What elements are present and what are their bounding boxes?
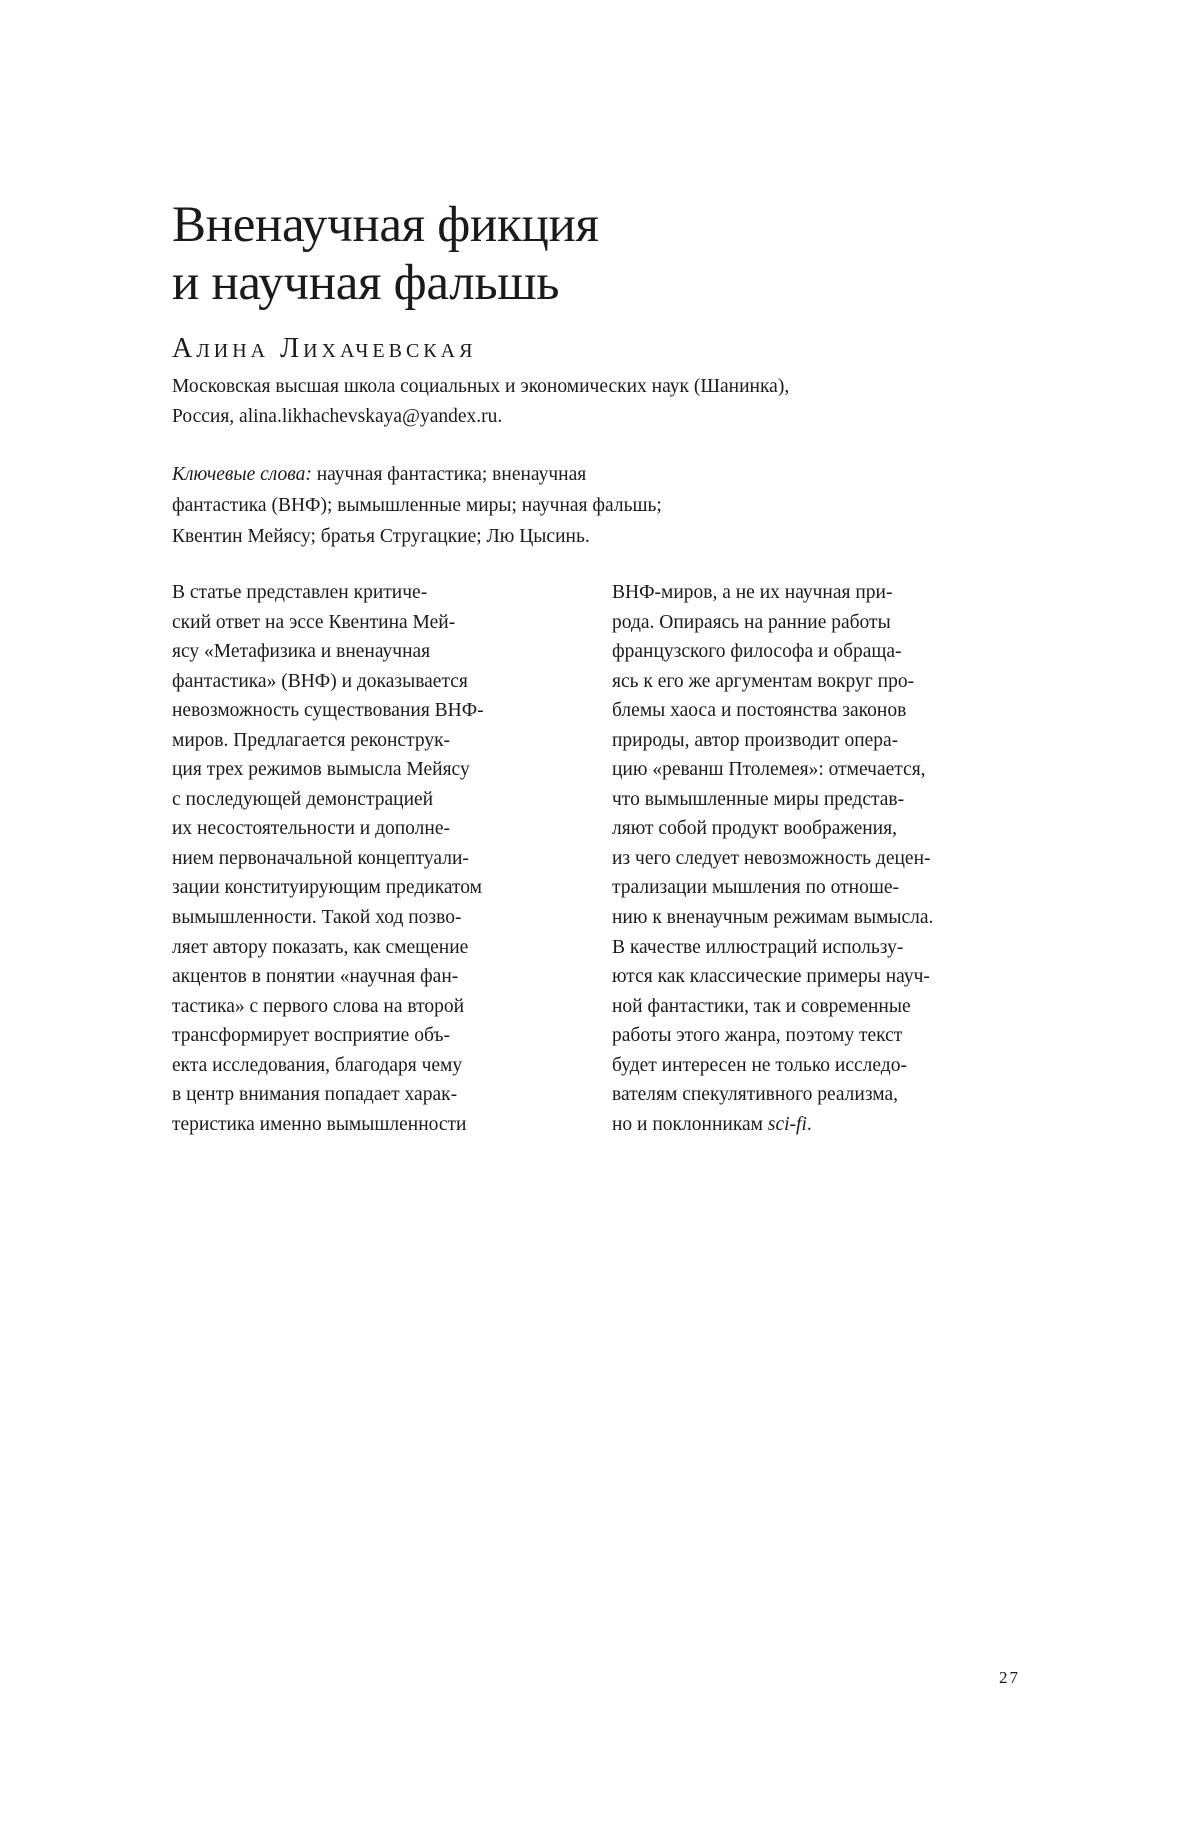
abstract-line: из чего следует невозможность децен- <box>612 847 931 869</box>
affiliation-line-1: Московская высшая школа социальных и экономических наук (Шанинка), <box>172 376 790 397</box>
keywords-block <box>172 459 1072 552</box>
keywords-line-2: фантастика (ВНФ); вымышленные миры; научная фальшь; <box>172 495 662 516</box>
abstract-line: невозможность существования ВНФ- <box>172 700 484 722</box>
abstract-line: ляет автору показать, как смещение <box>172 936 469 958</box>
abstract-line: екта исследования, благодаря чему <box>172 1054 463 1076</box>
abstract-line: рода. Опираясь на ранние работы <box>612 611 891 633</box>
abstract-line: трализации мышления по отноше- <box>612 877 900 899</box>
keywords-line-1-text: научная фантастика; вненаучная <box>311 464 587 485</box>
abstract-line: зации конституирующим предикатом <box>172 877 483 899</box>
abstract-line: ясу «Метафизика и вненаучная <box>172 641 431 663</box>
abstract-line: тастика» с первого слова на второй <box>172 995 465 1017</box>
abstract-line: в центр внимания попадает харак- <box>172 1084 458 1106</box>
abstract-line: будет интересен не только исследо- <box>612 1054 907 1076</box>
abstract-line: ются как классические примеры науч- <box>612 966 930 988</box>
abstract-last-prefix: но и поклонникам <box>612 1113 768 1135</box>
abstract-line: трансформирует восприятие объ- <box>172 1025 450 1047</box>
page-number: 27 <box>999 1668 1020 1687</box>
abstract-line: В статье представлен критиче- <box>172 582 428 603</box>
abstract-column-left <box>172 578 592 1139</box>
abstract-line: теристика именно вымышленности <box>172 1113 467 1135</box>
abstract-line: вымышленности. Такой ход позво- <box>172 907 462 929</box>
abstract-line: цию «реванш Птолемея»: отмечается, <box>612 759 926 781</box>
abstract-line: нию к вненаучным режимам вымысла. <box>612 907 934 929</box>
article-title-line-2: и научная фальшь <box>172 255 560 311</box>
abstract-last-suffix: . <box>806 1113 812 1135</box>
article-title <box>172 196 1072 312</box>
abstract-line: фантастика» (ВНФ) и доказывается <box>172 670 468 692</box>
abstract-line: ляют собой продукт воображения, <box>612 818 897 840</box>
abstract-line: французского философа и обраща- <box>612 641 902 663</box>
abstract-line: ский ответ на эссе Квентина Мей- <box>172 611 456 633</box>
keywords-line-1 <box>172 459 1072 490</box>
abstract-line: вателям спекулятивного реализма, <box>612 1084 899 1106</box>
keywords-line-3: Квентин Мейясу; братья Стругацкие; Лю Цысинь. <box>172 526 590 547</box>
abstract-line: ВНФ-миров, а не их научная при- <box>612 582 893 603</box>
affiliation-line-2: Россия, alina.likhachevskaya@yandex.ru. <box>172 406 503 427</box>
keywords-label: Ключевые слова: <box>172 464 312 485</box>
abstract-line: нием первоначальной концептуали- <box>172 847 469 869</box>
abstract-line: природы, автор производит опера- <box>612 729 899 751</box>
abstract-column-right <box>612 578 1032 1139</box>
abstract-line-last <box>612 1110 1032 1140</box>
abstract-scifi-term: sci-fi <box>767 1113 807 1135</box>
article-title-line-1: Вненаучная фикция <box>172 197 599 253</box>
abstract-line: ной фантастики, так и современные <box>612 995 911 1017</box>
abstract-line: работы этого жанра, поэтому текст <box>612 1025 903 1047</box>
abstract-line: с последующей демонстрацией <box>172 788 434 810</box>
abstract-line: миров. Предлагается реконструк- <box>172 729 451 751</box>
author-affiliation <box>172 372 1072 432</box>
abstract-line: ция трех режимов вымысла Мейясу <box>172 759 470 781</box>
author-name: Алина Лихачевская <box>172 333 477 364</box>
abstract-line: их несостоятельности и дополне- <box>172 818 450 840</box>
abstract-line: блемы хаоса и постоянства законов <box>612 700 907 722</box>
abstract-line: что вымышленные миры представ- <box>612 788 905 810</box>
abstract-line: ясь к его же аргументам вокруг про- <box>612 670 915 692</box>
abstract-line: В качестве иллюстраций использу- <box>612 936 904 958</box>
abstract-line: акцентов в понятии «научная фан- <box>172 966 459 988</box>
